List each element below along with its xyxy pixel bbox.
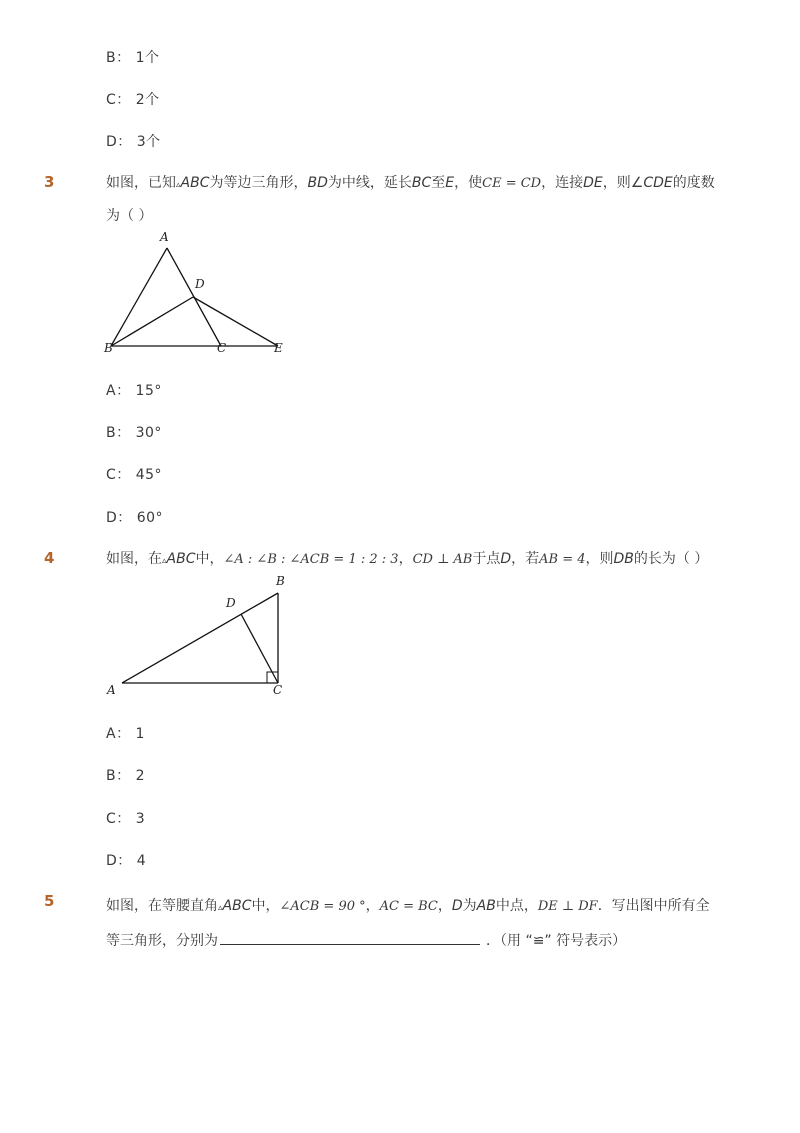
question-4-text: 如图，在▵ABC中，∠A : ∠B : ∠ACB = 1 : 2 : 3，CD ⊥ AB于点D，若AB = 4，则DB的长为（ ） — [106, 551, 709, 567]
label-a: A — [107, 683, 116, 697]
label-d: D — [226, 596, 236, 610]
question-3-text-line2: 为（ ） — [106, 208, 153, 224]
q3-option-b[interactable]: B： 30° — [106, 425, 162, 441]
q4-option-c[interactable]: C： 3 — [106, 811, 146, 827]
question-5-number: 5 — [44, 892, 55, 910]
option-b[interactable]: B： 1个 — [106, 50, 160, 66]
label-a: A — [160, 230, 169, 244]
label-d: D — [195, 277, 205, 291]
question-3-text: 如图，已知▵ABC为等边三角形，BD为中线，延长BC至E，使CE = CD，连接DE，则∠CDE的度数 — [106, 175, 715, 191]
label-e: E — [274, 341, 283, 355]
label-b: B — [104, 341, 113, 355]
answer-blank[interactable] — [220, 930, 480, 945]
q3-option-d[interactable]: D： 60° — [106, 510, 164, 526]
question-3-figure — [100, 228, 300, 358]
q4-option-b[interactable]: B： 2 — [106, 768, 145, 784]
question-5-text-line2: 等三角形，分别为 ．（用 “≌” 符号表示） — [106, 930, 626, 951]
question-3-number: 3 — [44, 173, 55, 191]
q3-option-a[interactable]: A： 15° — [106, 383, 162, 399]
label-c: C — [217, 341, 227, 355]
question-4-figure — [100, 570, 300, 700]
q3-option-c[interactable]: C： 45° — [106, 467, 163, 483]
option-d[interactable]: D： 3个 — [106, 134, 161, 150]
q4-option-a[interactable]: A： 1 — [106, 726, 145, 742]
label-b: B — [276, 574, 285, 588]
question-5-text: 如图，在等腰直角▵ABC中，∠ACB = 90 °，AC = BC，D为AB中点，DE ⊥ DF．写出图中所有全 — [106, 898, 710, 914]
question-4-number: 4 — [44, 549, 55, 567]
option-c[interactable]: C： 2个 — [106, 92, 160, 108]
q4-option-d[interactable]: D： 4 — [106, 853, 147, 869]
label-c: C — [273, 683, 283, 697]
